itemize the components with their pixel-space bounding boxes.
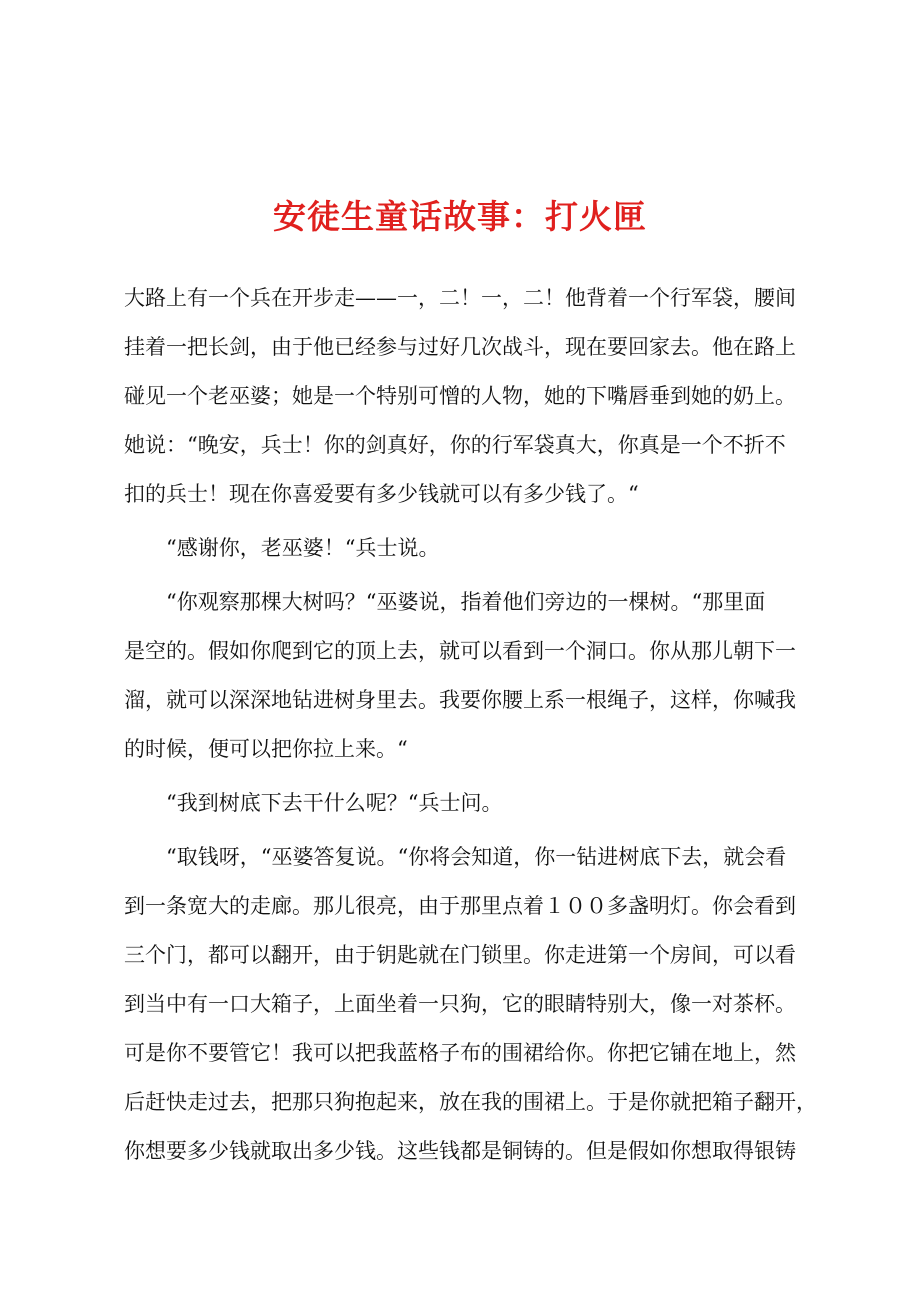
- text-line: 溜，就可以深深地钻进树身里去。我要你腰上系一根绳子，这样，你喊我: [124, 688, 796, 712]
- story-body: [124, 276, 817, 1183]
- paragraph-1: [124, 276, 800, 517]
- text-line: 到一条宽大的走廊。那儿很亮，由于那里点着１００多盏明灯。你会看到: [124, 894, 796, 918]
- text-line: “你观察那棵大树吗？“巫婆说，指着他们旁边的一棵树。“那里面: [166, 590, 766, 614]
- text-line: “我到树底下去干什么呢？“兵士问。: [166, 791, 503, 815]
- text-line: 三个门，都可以翻开，由于钥匙就在门锁里。你走进第一个房间，可以看: [124, 943, 796, 967]
- text-line: “感谢你，老巫婆！“兵士说。: [166, 536, 440, 560]
- text-line: 她说：“晚安，兵士！你的剑真好，你的行军袋真大，你真是一个不折不: [124, 433, 786, 457]
- paragraph-3: [124, 580, 800, 772]
- paragraph-4: [124, 781, 800, 826]
- text-line: 到当中有一口大箱子，上面坐着一只狗，它的眼睛特别大，像一对茶杯。: [124, 992, 796, 1016]
- text-line: 可是你不要管它！我可以把我蓝格子布的围裙给你。你把它铺在地上，然: [124, 1041, 796, 1065]
- text-line: 大路上有一个兵在开步走——一，二！一，二！他背着一个行军袋，腰间: [124, 286, 796, 310]
- page-title: 安徒生童话故事：打火匣: [273, 197, 647, 236]
- text-line: 扣的兵士！现在你喜爱要有多少钱就可以有多少钱了。“: [124, 482, 639, 506]
- paragraph-2: [124, 526, 800, 571]
- text-line: 后赶快走过去，把那只狗抱起来，放在我的围裙上。于是你就把箱子翻开，: [124, 1090, 817, 1114]
- text-line: 碰见一个老巫婆；她是一个特别可憎的人物，她的下嘴唇垂到她的奶上。: [124, 384, 796, 408]
- text-line: “取钱呀，“巫婆答复说。“你将会知道，你一钻进树底下去，就会看: [166, 845, 787, 869]
- paragraph-5: [124, 835, 817, 1174]
- text-line: 的时候，便可以把你拉上来。“: [124, 737, 408, 761]
- text-line: 是空的。假如你爬到它的顶上去，就可以看到一个洞口。你从那儿朝下一: [124, 639, 796, 663]
- text-line: 你想要多少钱就取出多少钱。这些钱都是铜铸的。但是假如你想取得银铸: [124, 1139, 796, 1163]
- text-line: 挂着一把长剑，由于他已经参与过好几次战斗，现在要回家去。他在路上: [124, 335, 796, 359]
